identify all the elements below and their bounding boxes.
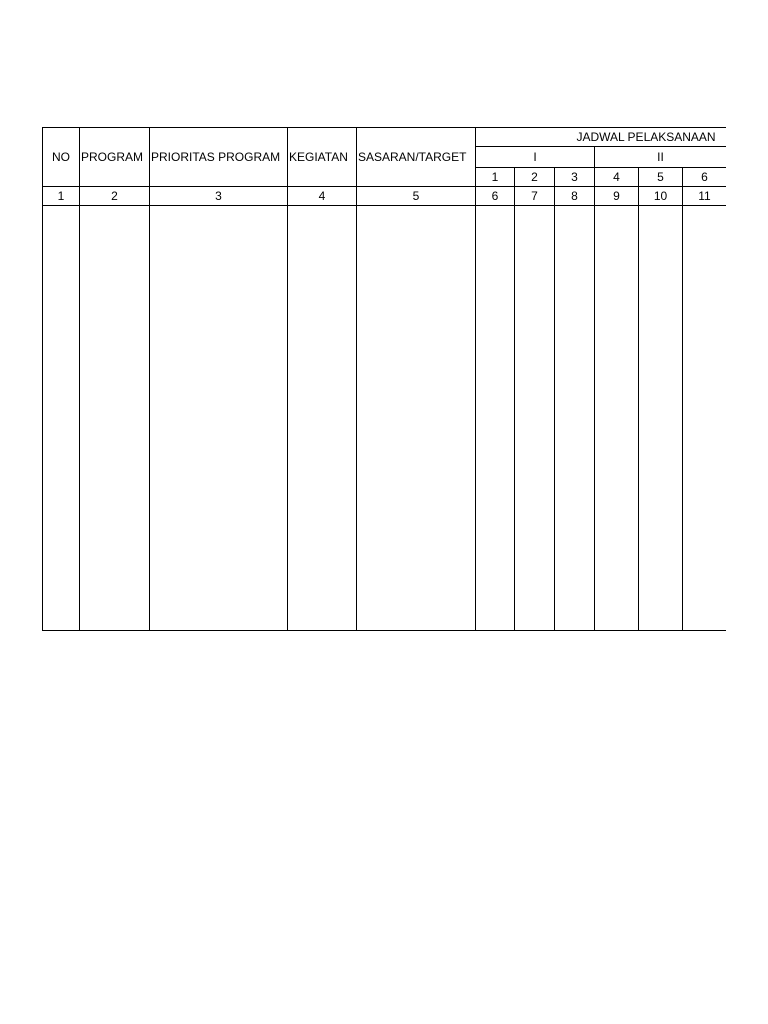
column-number: 5 bbox=[357, 187, 476, 206]
header-quarter-2: II bbox=[595, 147, 727, 168]
table-cell bbox=[43, 206, 80, 631]
header-sasaran-target: SASARAN/TARGET bbox=[357, 128, 476, 187]
table-cell bbox=[288, 206, 357, 631]
column-number: 11 bbox=[683, 187, 727, 206]
table-cell bbox=[555, 206, 595, 631]
table-cell bbox=[639, 206, 683, 631]
column-number: 4 bbox=[288, 187, 357, 206]
column-number: 6 bbox=[476, 187, 515, 206]
header-program: PROGRAM bbox=[80, 128, 150, 187]
table-cell bbox=[476, 206, 515, 631]
header-row-title bbox=[43, 128, 727, 147]
column-number: 10 bbox=[639, 187, 683, 206]
header-month: 2 bbox=[515, 168, 555, 187]
header-jadwal-pelaksanaan: JADWAL PELAKSANAAN bbox=[476, 128, 727, 147]
column-number: 2 bbox=[80, 187, 150, 206]
header-quarter-1: I bbox=[476, 147, 595, 168]
table-cell bbox=[515, 206, 555, 631]
schedule-table bbox=[42, 127, 726, 631]
table-cell bbox=[595, 206, 639, 631]
column-number: 3 bbox=[150, 187, 288, 206]
header-month: 4 bbox=[595, 168, 639, 187]
header-month: 5 bbox=[639, 168, 683, 187]
column-number: 1 bbox=[43, 187, 80, 206]
header-prioritas-program: PRIORITAS PROGRAM bbox=[150, 128, 288, 187]
table-body-row bbox=[43, 206, 727, 631]
header-no: NO bbox=[43, 128, 80, 187]
table-cell bbox=[80, 206, 150, 631]
table-cell bbox=[150, 206, 288, 631]
header-month: 1 bbox=[476, 168, 515, 187]
column-number-row bbox=[43, 187, 727, 206]
column-number: 7 bbox=[515, 187, 555, 206]
header-kegiatan: KEGIATAN bbox=[288, 128, 357, 187]
table-cell bbox=[357, 206, 476, 631]
header-month: 3 bbox=[555, 168, 595, 187]
header-month: 6 bbox=[683, 168, 727, 187]
column-number: 8 bbox=[555, 187, 595, 206]
column-number: 9 bbox=[595, 187, 639, 206]
table-cell bbox=[683, 206, 727, 631]
